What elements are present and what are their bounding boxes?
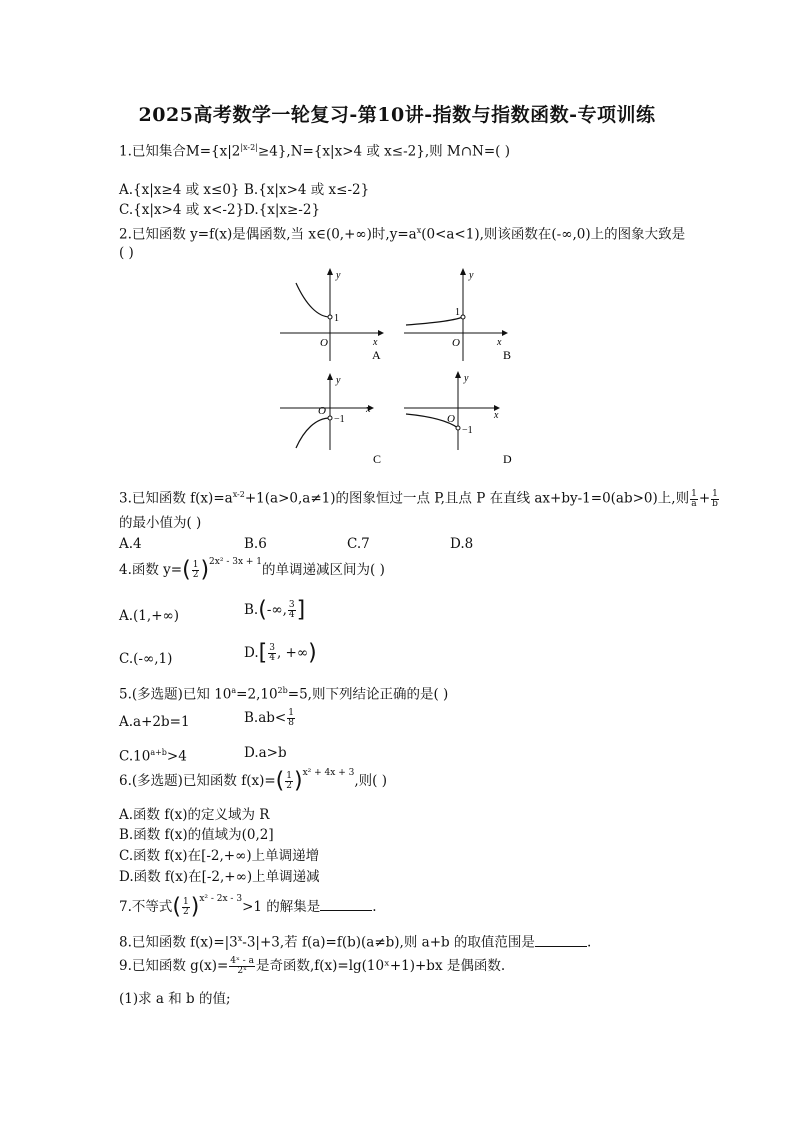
q1-option-d: D.{x|x≥-2} bbox=[244, 202, 321, 218]
graph-a bbox=[278, 265, 388, 362]
graph-b-x-label: x bbox=[497, 337, 502, 348]
graph-d bbox=[402, 370, 514, 467]
q8-answer-blank[interactable] bbox=[535, 934, 587, 947]
q3-option-c: C.7 bbox=[347, 536, 370, 552]
graph-d-origin: O bbox=[447, 413, 455, 425]
q4-option-b: B.(-∞, $\frac{3}{4}$ ] bbox=[244, 597, 306, 623]
q4-option-d: D.[ $\frac{3}{4}$ , +∞) bbox=[244, 640, 317, 666]
graph-c-label: C bbox=[373, 452, 382, 466]
graph-c-neg-one: −1 bbox=[334, 414, 345, 425]
graph-a-one: 1 bbox=[334, 313, 339, 324]
q6-option-c: C.函数 f(x)在[-2,+∞)上单调递增 bbox=[119, 848, 320, 864]
q1-option-c: C.{x|x>4 或 x<-2} bbox=[119, 202, 245, 218]
graph-b-one: 1 bbox=[455, 307, 460, 318]
q6-option-d: D.函数 f(x)在[-2,+∞)上单调递减 bbox=[119, 869, 320, 885]
graph-d-neg-one: −1 bbox=[462, 425, 473, 436]
question-3-stem: 3.已知函数 $f(x)=a^{x-2}+1(a>0,a\ne 1)$的图象恒过一点 P,且点 P 在直线 ax+by-1=0(ab>0)上,则 $\frac{1}{a}$ + $\frac{1}{b}$ bbox=[119, 488, 718, 509]
question-2-stem: 2.已知函数 y=f(x)是偶函数,当 x∈(0,+∞)时$,y=a^x(0<a<1)$,则该函数在(-∞,0)上的图象大致是 bbox=[119, 226, 686, 243]
graph-d-label: D bbox=[503, 452, 512, 466]
graph-b-label: B bbox=[503, 348, 512, 362]
q4-option-a: A.(1,+∞) bbox=[119, 608, 180, 624]
graph-a-y-label: y bbox=[336, 270, 341, 281]
q6-option-b: B.函数 f(x)的值域为(0,2] bbox=[119, 827, 274, 843]
question-9-stem: 9.已知函数 g(x)= $\frac{\text{4ˣ - a}}{\text{2ˣ}}$ 是奇函数,f(x)=lg(10ˣ+1)+bx 是偶函数. bbox=[119, 956, 506, 976]
q1-option-b: B.{x|x>4 或 x≤-2} bbox=[244, 182, 370, 198]
graph-d-x-label: x bbox=[494, 410, 499, 421]
q4-option-c: C.(-∞,1) bbox=[119, 651, 173, 667]
graph-b-origin: O bbox=[452, 337, 460, 349]
graph-c-x-label: x bbox=[366, 404, 371, 415]
graph-d-y-label: y bbox=[464, 373, 469, 384]
graph-c-y-label: y bbox=[336, 375, 341, 386]
question-8-stem: 8.已知函数 $f(x)=|3^x-3|+3$,若 f(a)=f(b)(a≠b),则 a+b 的取值范围是 . bbox=[119, 934, 592, 951]
question-7-stem: 7.不等式( $\frac{1}{2}$ )$^{x^2 - 2x - 3}$>1 的解集是 . bbox=[119, 894, 377, 920]
question-5-stem: 5.(多选题)已知 $10^a=2,10^{2b}=5$,则下列结论正确的是( ) bbox=[119, 686, 449, 703]
graph-b bbox=[402, 265, 514, 362]
q3-option-b: B.6 bbox=[244, 536, 267, 552]
q5-option-d: D.a>b bbox=[244, 745, 287, 761]
q7-answer-blank[interactable] bbox=[320, 898, 372, 911]
q5-option-b: B.ab< $\frac{1}{8}$ bbox=[244, 708, 294, 728]
graph-a-origin: O bbox=[320, 337, 328, 349]
q3-option-d: D.8 bbox=[450, 536, 474, 552]
graph-a-x-label: x bbox=[373, 337, 378, 348]
q6-option-a: A.函数 f(x)的定义域为 R bbox=[119, 807, 270, 823]
question-4-stem: 4.函数 y=( $\frac{1}{2}$ )$^{2x^2 - 3x + 1}$的单调递减区间为( ) bbox=[119, 557, 385, 583]
q5-option-a: A.a+2b=1 bbox=[119, 714, 190, 730]
question-9-part-1: (1)求 a 和 b 的值; bbox=[119, 991, 231, 1007]
question-6-stem: 6.(多选题)已知函数 f(x)=( $\frac{1}{2}$ )$^{x^2 + 4x + 3}$,则( ) bbox=[119, 768, 387, 794]
question-2-paren: ( ) bbox=[119, 245, 134, 261]
q3-option-a: A.4 bbox=[119, 536, 142, 552]
page-title: 2025高考数学一轮复习-第10讲-指数与指数函数-专项训练 bbox=[138, 104, 656, 126]
graph-c-origin: O bbox=[318, 405, 326, 417]
graph-a-label: A bbox=[372, 348, 381, 362]
question-3-line2: 的最小值为( ) bbox=[119, 515, 202, 531]
graph-b-y-label: y bbox=[469, 270, 474, 281]
q5-option-c: $C.10^{a+b}>4$ bbox=[119, 748, 187, 765]
graph-c bbox=[278, 370, 388, 467]
question-1-stem: 1.已知集合$M=\{x|2^{|x-2|}\ge 4\},N=\{x|x>4$ 或 x≤-2},则 M∩N=( ) bbox=[119, 143, 511, 160]
q1-option-a: A.{x|x≥4 或 x≤0} bbox=[119, 182, 240, 198]
